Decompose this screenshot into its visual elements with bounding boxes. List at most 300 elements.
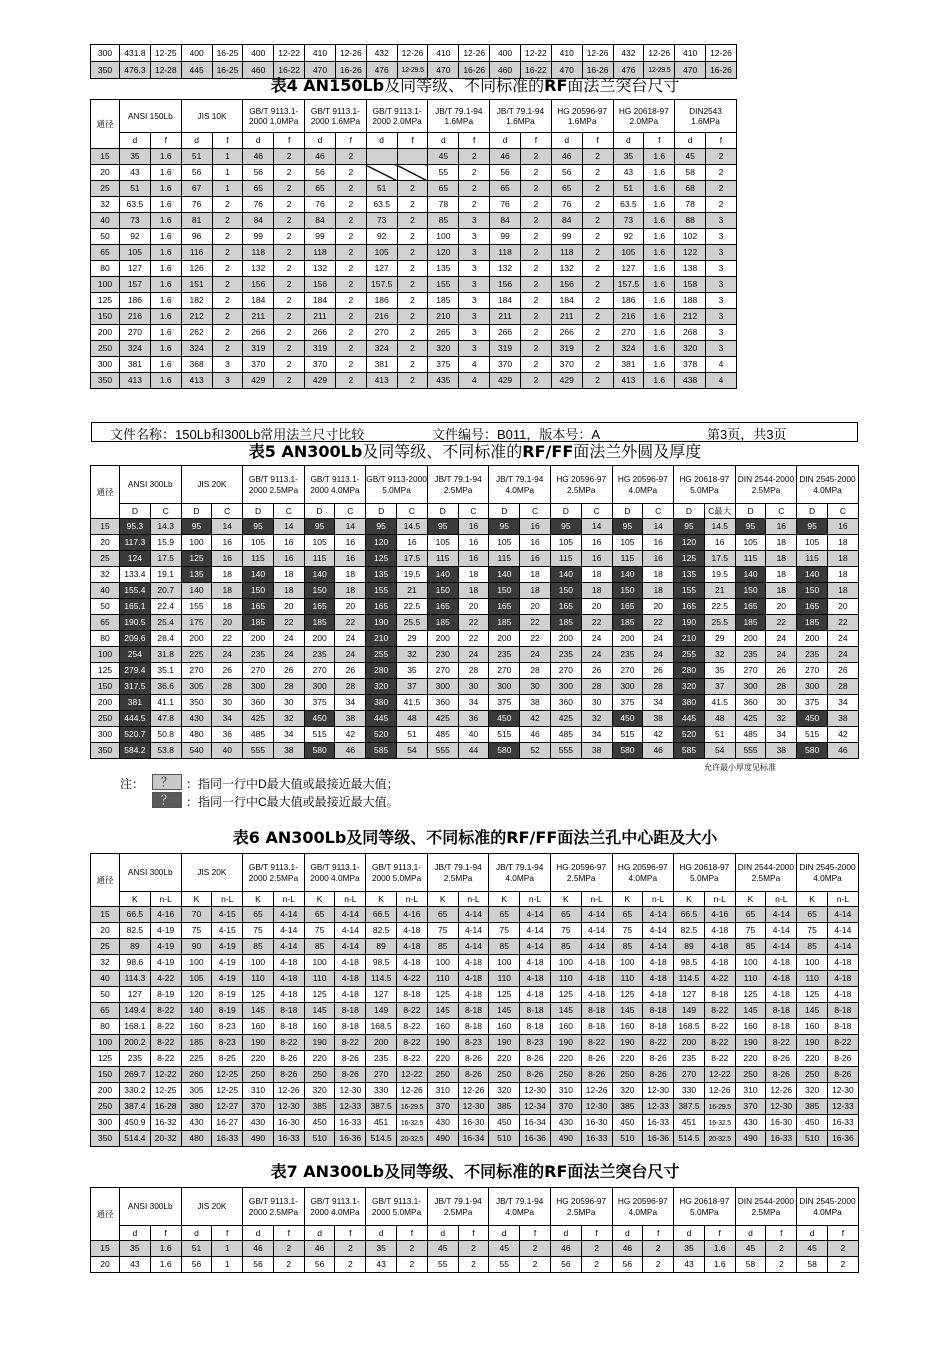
table-cell: 270	[366, 325, 397, 341]
table-cell: 210	[428, 309, 459, 325]
table-cell: 425	[243, 711, 274, 727]
nominal-size-cell: 100	[91, 647, 120, 663]
table-cell: 510	[797, 1131, 828, 1147]
table-cell: 515	[797, 727, 828, 743]
table-cell: 82.5	[366, 923, 397, 939]
table-cell: 160	[304, 1019, 335, 1035]
table-cell: 320	[675, 341, 706, 357]
table-cell: 17.5	[397, 551, 428, 567]
table-cell: 8-22	[766, 1035, 797, 1051]
table-cell: 28.4	[150, 631, 181, 647]
table-cell: 211	[243, 309, 274, 325]
table-cell: 24	[643, 631, 674, 647]
table-row	[91, 1257, 859, 1273]
nominal-size-cell: 40	[91, 213, 120, 229]
standard-header: GB/T 9113.1-2000 2.0MPa	[366, 100, 428, 133]
standard-header: DIN 2545-2000 4.0MPa	[797, 854, 859, 892]
table-cell: 105	[797, 535, 828, 551]
table-cell: 485	[735, 727, 766, 743]
table-cell: 1.6	[644, 373, 675, 389]
table-cell: 8-22	[150, 1051, 181, 1067]
table-cell: 8-18	[581, 1003, 612, 1019]
table-cell: 4-18	[704, 939, 735, 955]
table-cell: 450	[489, 711, 520, 727]
table-cell: 410	[675, 45, 706, 62]
table-cell: 156	[490, 277, 521, 293]
standard-header: JB/T 79.1-94 2.5MPa	[427, 466, 489, 504]
table-cell: 125	[304, 987, 335, 1003]
table-cell: 18	[581, 583, 612, 599]
table-cell: 135	[428, 261, 459, 277]
nominal-size-cell: 20	[91, 923, 120, 939]
table-cell: 65	[550, 907, 581, 923]
table-cell: 1.6	[150, 277, 181, 293]
table-cell: 114.5	[366, 971, 397, 987]
table-cell: 4-18	[273, 987, 304, 1003]
table-cell: 127	[366, 987, 397, 1003]
table-cell: 8-22	[827, 1035, 858, 1051]
table-cell: 269.7	[120, 1067, 151, 1083]
nominal-size-cell: 125	[91, 1051, 120, 1067]
table-cell: 430	[427, 1115, 458, 1131]
table-cell: 270	[120, 325, 151, 341]
table-cell: 4-14	[766, 907, 797, 923]
table-cell: 8-18	[520, 1003, 551, 1019]
table-cell: 2	[706, 165, 737, 181]
table-cell: 21	[704, 583, 735, 599]
table-cell: 26	[643, 663, 674, 679]
table-cell: 2	[582, 325, 613, 341]
standard-header: HG 20618-97 5.0MPa	[674, 854, 736, 892]
standard-header: HG 20596-97 4.0MPa	[612, 1188, 674, 1226]
table-row	[91, 1035, 859, 1051]
table-cell: 182	[181, 293, 212, 309]
nominal-size-cell: 150	[91, 679, 120, 695]
table-cell: 100	[181, 535, 212, 551]
table-cell: 12-25	[212, 1067, 243, 1083]
standard-header: GB/T 9113.1-2000 2.5MPa	[243, 1188, 305, 1226]
table-cell: 8-18	[643, 1003, 674, 1019]
table-cell: 3	[459, 245, 490, 261]
standard-header: GB/T 9113.1-2000 4.0MPa	[304, 466, 366, 504]
table-cell: 450	[612, 711, 643, 727]
table-cell: 8-18	[704, 987, 735, 1003]
nominal-size-cell: 20	[91, 535, 120, 551]
table-cell: 2	[335, 149, 366, 165]
table-cell: 2	[582, 341, 613, 357]
table-cell: 2	[397, 229, 428, 245]
table-cell: 4-14	[520, 923, 551, 939]
table-cell: 212	[675, 309, 706, 325]
table-cell: 200	[735, 631, 766, 647]
table-cell: 3	[212, 373, 243, 389]
table-cell: 155	[428, 277, 459, 293]
table-cell: 431.8	[120, 45, 151, 62]
column-subheader: D	[735, 504, 766, 519]
table-cell: 38	[766, 743, 797, 759]
table-cell: 16-32.5	[397, 1115, 428, 1131]
table-cell: 3	[706, 341, 737, 357]
column-subheader: f	[212, 1226, 243, 1241]
table-cell: 15.9	[150, 535, 181, 551]
column-subheader: K	[735, 892, 766, 907]
table-cell: 125	[243, 987, 274, 1003]
table-cell: 2	[520, 1257, 551, 1273]
table-cell: 32	[766, 711, 797, 727]
table-cell: 149	[674, 1003, 705, 1019]
table-cell: 3	[459, 341, 490, 357]
table-cell: 8-26	[458, 1051, 489, 1067]
table-cell: 250	[243, 1067, 274, 1083]
table-cell: 1	[212, 181, 243, 197]
table-cell: 65	[428, 181, 459, 197]
table-cell	[366, 149, 397, 165]
column-subheader: D	[489, 504, 520, 519]
table-cell: 145	[797, 1003, 828, 1019]
table-cell: 165.1	[120, 599, 151, 615]
table-cell: 38	[828, 711, 859, 727]
table-cell: 470	[675, 62, 706, 79]
table-cell: 82.5	[120, 923, 151, 939]
column-subheader: n-L	[397, 892, 428, 907]
table-cell: 320	[428, 341, 459, 357]
table-cell: 98.5	[366, 955, 397, 971]
table-cell: 34	[643, 695, 674, 711]
table-cell: 29	[397, 631, 428, 647]
table-cell: 155	[674, 583, 705, 599]
table-cell: 140	[489, 567, 520, 583]
table-cell: 2	[274, 165, 305, 181]
standard-header: HG 20596-97 4.0MPa	[612, 466, 674, 504]
table-cell: 160	[735, 1019, 766, 1035]
table-cell: 115	[735, 551, 766, 567]
table-cell: 165	[304, 599, 335, 615]
table-cell: 4-14	[273, 907, 304, 923]
table-cell: 145	[550, 1003, 581, 1019]
table-cell: 8-22	[704, 1003, 735, 1019]
header-row	[91, 100, 737, 133]
column-subheader: D	[674, 504, 705, 519]
table-cell: 110	[735, 971, 766, 987]
table-cell: 300	[489, 679, 520, 695]
table-cell: 8-26	[581, 1067, 612, 1083]
column-subheader: C最大	[704, 504, 735, 519]
table-cell: 73	[366, 213, 397, 229]
table-cell: 18	[766, 583, 797, 599]
table-cell: 24	[643, 647, 674, 663]
table-cell: 400	[490, 45, 521, 62]
table-cell: 18	[212, 583, 243, 599]
table-cell: 18	[520, 583, 551, 599]
table-cell: 24	[828, 631, 859, 647]
table-cell: 51	[181, 1241, 212, 1257]
table-cell: 216	[613, 309, 644, 325]
standard-header: JIS 20K	[181, 1188, 243, 1226]
table-cell: 270	[304, 663, 335, 679]
table-cell: 95	[674, 519, 705, 535]
table-cell: 12-26	[581, 1083, 612, 1099]
table-cell: 381	[613, 357, 644, 373]
table-cell: 2	[582, 373, 613, 389]
table-cell: 85	[550, 939, 581, 955]
table-cell: 2	[520, 181, 551, 197]
column-subheader: d	[304, 1226, 335, 1241]
table6-title: 表6 AN300Lb及同等级、不同标准的RF/FF面法兰孔中心距及大小	[232, 828, 718, 847]
table-cell: 220	[550, 1051, 581, 1067]
table-cell: 168.5	[366, 1019, 397, 1035]
table-cell: 360	[550, 695, 581, 711]
column-subheader: K	[304, 892, 335, 907]
table-cell: 2	[581, 1241, 612, 1257]
table-cell: 1.6	[150, 149, 181, 165]
table-cell: 38	[520, 695, 551, 711]
table-cell: 8-23	[458, 1035, 489, 1051]
table-cell: 235	[735, 647, 766, 663]
table-cell: 3	[706, 277, 737, 293]
table-cell: 17.5	[704, 551, 735, 567]
table-row	[91, 1003, 859, 1019]
table-cell: 25.5	[397, 615, 428, 631]
table-cell: 2	[520, 1241, 551, 1257]
table-cell: 2	[458, 1241, 489, 1257]
table-row	[91, 245, 737, 261]
table-cell: 250	[427, 1067, 458, 1083]
table-cell: 8-18	[273, 1019, 304, 1035]
table-cell: 100	[427, 955, 458, 971]
table-cell: 43	[366, 1257, 397, 1273]
table-cell: 2	[520, 213, 551, 229]
table-cell: 8-26	[520, 1051, 551, 1067]
table-cell: 438	[675, 373, 706, 389]
table-cell: 56	[490, 165, 521, 181]
table6	[90, 853, 859, 1147]
table-cell: 14	[643, 519, 674, 535]
table-cell: 4	[459, 373, 490, 389]
standard-header: DIN2543 1.6MPa	[675, 100, 737, 133]
table-cell: 16-30	[766, 1115, 797, 1131]
table-cell: 2	[582, 293, 613, 309]
table-cell: 105	[489, 535, 520, 551]
table-cell: 37	[397, 679, 428, 695]
column-subheader: C	[150, 504, 181, 519]
table-cell: 200	[674, 1035, 705, 1051]
table-cell: 510	[612, 1131, 643, 1147]
table-cell: 210	[366, 631, 397, 647]
table-cell: 18	[212, 567, 243, 583]
table5-title: 表5 AN300Lb及同等级、不同标准的RF/FF面法兰外圆及厚度	[248, 442, 702, 461]
table-cell: 2	[274, 229, 305, 245]
table-cell: 156	[243, 277, 274, 293]
table-cell: 190	[612, 1035, 643, 1051]
table-cell: 2	[520, 341, 551, 357]
table-cell: 75	[735, 923, 766, 939]
table-cell: 100	[181, 955, 212, 971]
table-cell: 2	[643, 1241, 674, 1257]
table-cell: 165	[797, 599, 828, 615]
table-cell: 22	[643, 615, 674, 631]
table-cell: 58	[735, 1257, 766, 1273]
table-cell: 55	[427, 1257, 458, 1273]
standard-header: GB/T 9113.1-2000 5.0MPa	[366, 1188, 428, 1226]
table-cell: 45	[427, 1241, 458, 1257]
table-cell: 4-16	[704, 907, 735, 923]
table-cell: 4-18	[273, 971, 304, 987]
table-cell: 4-18	[273, 955, 304, 971]
table-row	[91, 743, 859, 759]
column-subheader: D	[181, 504, 212, 519]
standard-header: JIS 20K	[181, 854, 243, 892]
table-cell: 2	[766, 1241, 797, 1257]
table-cell: 43	[613, 165, 644, 181]
table-cell: 65	[612, 907, 643, 923]
table-cell: 2	[273, 1241, 304, 1257]
table-cell: 410	[305, 45, 336, 62]
table-cell: 2	[335, 197, 366, 213]
table-cell: 16-26	[706, 62, 737, 79]
table-cell: 165	[612, 599, 643, 615]
table-cell: 220	[797, 1051, 828, 1067]
table-cell: 460	[243, 62, 274, 79]
table-cell: 476.3	[120, 62, 151, 79]
table-cell: 2	[274, 341, 305, 357]
table-cell: 1.6	[644, 181, 675, 197]
table-row	[91, 261, 737, 277]
column-subheader: f	[520, 133, 551, 149]
column-subheader: D	[120, 504, 151, 519]
standard-header: HG 20596-97 2.5MPa	[550, 1188, 612, 1226]
table-cell: 400	[243, 45, 274, 62]
table-cell: 387.5	[674, 1099, 705, 1115]
table-cell: 38	[643, 711, 674, 727]
table-cell: 100	[428, 229, 459, 245]
table-cell: 520	[674, 727, 705, 743]
column-subheader: f	[643, 1226, 674, 1241]
table-cell: 8-19	[150, 987, 181, 1003]
table-cell: 190	[735, 1035, 766, 1051]
table-cell: 24	[335, 647, 366, 663]
table-cell: 2	[397, 341, 428, 357]
column-subheader: d	[613, 133, 644, 149]
table-cell: 270	[489, 663, 520, 679]
table-cell: 460	[490, 62, 521, 79]
table-cell: 16-27	[212, 1115, 243, 1131]
table-row	[91, 663, 859, 679]
table-cell: 317.5	[120, 679, 151, 695]
table-cell: 555	[427, 743, 458, 759]
table-cell: 14.5	[704, 519, 735, 535]
table-row	[91, 519, 859, 535]
table-cell: 212	[181, 309, 212, 325]
table-cell: 51	[181, 149, 212, 165]
table-cell: 4-14	[458, 907, 489, 923]
table-cell: 16-29.5	[397, 1099, 428, 1115]
table-cell: 413	[120, 373, 151, 389]
table-cell: 56	[181, 1257, 212, 1273]
table-cell: 2	[212, 309, 243, 325]
table-cell: 14	[581, 519, 612, 535]
table-cell: 3	[706, 309, 737, 325]
table-cell: 12-22	[150, 1067, 181, 1083]
standard-header: GB/T 9113.1-2000 1.0MPa	[243, 100, 305, 133]
nominal-size-cell: 125	[91, 663, 120, 679]
table-cell: 126	[181, 261, 212, 277]
table-cell: 8-22	[273, 1035, 304, 1051]
table-cell: 66.5	[120, 907, 151, 923]
table-cell: 140	[427, 567, 458, 583]
table-cell: 1.6	[644, 309, 675, 325]
column-subheader: C	[458, 504, 489, 519]
table-cell: 2	[397, 309, 428, 325]
column-subheader: n-L	[212, 892, 243, 907]
table-cell: 51	[366, 181, 397, 197]
table-row	[91, 567, 859, 583]
table-cell: 8-26	[520, 1067, 551, 1083]
nominal-size-cell: 32	[91, 955, 120, 971]
column-subheader: C	[273, 504, 304, 519]
column-subheader: K	[120, 892, 151, 907]
table-cell: 125	[427, 987, 458, 1003]
table-cell: 16-33	[212, 1131, 243, 1147]
table-row	[91, 1115, 859, 1131]
table-cell: 3	[459, 261, 490, 277]
table-row	[91, 277, 737, 293]
table-cell: 200	[181, 631, 212, 647]
table-cell: 185	[428, 293, 459, 309]
table-cell: 149.4	[120, 1003, 151, 1019]
column-subheader: d	[427, 1226, 458, 1241]
column-subheader: f	[644, 133, 675, 149]
table-cell: 4-14	[273, 939, 304, 955]
table-cell: 84	[551, 213, 582, 229]
table-cell: 2	[520, 229, 551, 245]
table-cell: 38	[581, 743, 612, 759]
table-cell: 117.3	[120, 535, 151, 551]
column-subheader: d	[551, 133, 582, 149]
column-subheader: f	[273, 1226, 304, 1241]
table-cell: 4-19	[212, 939, 243, 955]
table-cell: 18	[766, 535, 797, 551]
standard-header: JIS 10K	[181, 100, 243, 133]
table-cell: 14	[273, 519, 304, 535]
table-cell: 4-14	[458, 923, 489, 939]
table-cell: 8-18	[643, 1019, 674, 1035]
nominal-size-cell: 350	[91, 373, 120, 389]
table-row	[91, 309, 737, 325]
table-cell: 30	[520, 679, 551, 695]
table-cell: 110	[550, 971, 581, 987]
column-subheader: f	[704, 1226, 735, 1241]
column-subheader: f	[582, 133, 613, 149]
table-cell: 30	[766, 695, 797, 711]
table-cell: 95	[181, 519, 212, 535]
table-cell: 235	[366, 1051, 397, 1067]
table-cell: 8-26	[581, 1051, 612, 1067]
table-cell: 378	[675, 357, 706, 373]
table-cell: 8-26	[335, 1067, 366, 1083]
nominal-size-cell: 65	[91, 1003, 120, 1019]
table-cell: 16	[581, 551, 612, 567]
table-cell: 46	[243, 1241, 274, 1257]
column-subheader: D	[427, 504, 458, 519]
table-cell: 16-28	[150, 1099, 181, 1115]
table-cell: 85	[243, 939, 274, 955]
table-cell: 4-18	[827, 955, 858, 971]
table-cell: 55	[489, 1257, 520, 1273]
table-cell: 2	[273, 1257, 304, 1273]
column-subheader: K	[243, 892, 274, 907]
table-cell: 190	[427, 1035, 458, 1051]
table-cell: 2	[520, 309, 551, 325]
